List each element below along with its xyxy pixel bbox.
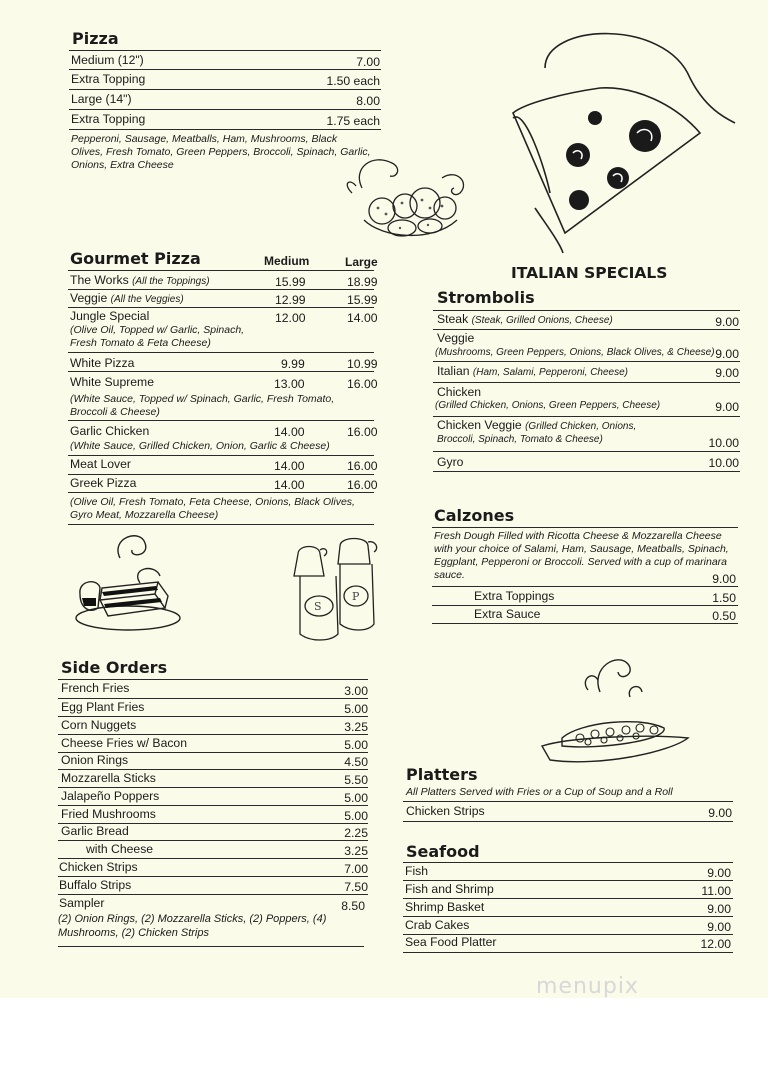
side-item-price: 5.00 bbox=[344, 738, 368, 752]
stromboli-item bbox=[437, 418, 636, 432]
price-large: 14.00 bbox=[347, 311, 378, 325]
pizza-item-name: Extra Topping bbox=[71, 112, 146, 126]
stromboli-item-name: Steak bbox=[437, 312, 469, 326]
pizza-title: Pizza bbox=[72, 29, 119, 48]
side-item-name: French Fries bbox=[61, 681, 130, 695]
gourmet-item-name: White Pizza bbox=[70, 356, 135, 370]
side-item-price: 2.25 bbox=[344, 826, 368, 840]
side-item-name: Corn Nuggets bbox=[61, 718, 137, 732]
price-medium: 12.00 bbox=[275, 311, 306, 325]
stromboli-item-price: 9.00 bbox=[715, 315, 739, 329]
stromboli-item-price: 10.00 bbox=[708, 456, 739, 470]
stromboli-item-note: (Steak, Grilled Onions, Cheese) bbox=[471, 315, 613, 326]
gourmet-item-name: White Supreme bbox=[70, 375, 154, 389]
price-large: 16.00 bbox=[347, 459, 378, 473]
seafood-item-price: 11.00 bbox=[701, 884, 731, 898]
pizza-slice-icon bbox=[505, 8, 745, 260]
price-large: 10.99 bbox=[347, 357, 378, 371]
side-item-price: 3.25 bbox=[344, 720, 368, 734]
stromboli-item-price: 9.00 bbox=[715, 366, 739, 380]
platters-desc: All Platters Served with Fries or a Cup of Soup and a Roll bbox=[406, 786, 673, 798]
side-item-price: 3.25 bbox=[344, 844, 368, 858]
stromboli-item-name: Veggie bbox=[437, 331, 475, 345]
side-item-name: Sampler bbox=[59, 896, 105, 910]
price-medium: 9.99 bbox=[281, 357, 305, 371]
lasagna-icon bbox=[70, 528, 185, 636]
gourmet-item-name: Greek Pizza bbox=[70, 476, 137, 490]
gourmet-item-note: (All the Veggies) bbox=[110, 294, 184, 305]
gourmet-item bbox=[70, 291, 184, 305]
page-bottom-margin bbox=[0, 998, 768, 1069]
stromboli-item-name: Italian bbox=[437, 364, 470, 378]
column-large: Large bbox=[345, 255, 378, 269]
price-medium: 14.00 bbox=[274, 478, 305, 492]
side-item-price: 5.00 bbox=[344, 809, 368, 823]
stromboli-item-price: 9.00 bbox=[715, 400, 739, 414]
platter-item-price: 9.00 bbox=[708, 806, 732, 820]
meatballs-icon bbox=[342, 148, 472, 248]
gourmet-item-desc: (White Sauce, Grilled Chicken, Onion, Garlic & Cheese) bbox=[70, 440, 330, 452]
calzone-extra-price: 0.50 bbox=[712, 609, 736, 623]
gourmet-item-desc: (White Sauce, Topped w/ Spinach, Garlic, Fresh Tomato, Broccoli & Cheese) bbox=[70, 393, 335, 418]
side-item-name: Garlic Bread bbox=[61, 824, 129, 838]
calzone-extra-name: Extra Sauce bbox=[474, 607, 541, 621]
seafood-item-name: Shrimp Basket bbox=[405, 900, 485, 914]
side-item-price: 5.00 bbox=[344, 791, 368, 805]
stromboli-item-name: Chicken Veggie bbox=[437, 418, 522, 432]
svg-text:P: P bbox=[352, 590, 360, 603]
price-medium: 13.00 bbox=[274, 377, 305, 391]
seafood-item-name: Crab Cakes bbox=[405, 918, 470, 932]
side-item-price: 7.00 bbox=[344, 862, 368, 876]
price-medium: 14.00 bbox=[274, 425, 305, 439]
gourmet-item-name: The Works bbox=[70, 273, 129, 287]
price-medium: 12.99 bbox=[275, 293, 306, 307]
gourmet-item-note: (All the Toppings) bbox=[132, 276, 210, 287]
salt-pepper-icon bbox=[290, 534, 402, 646]
pizza-item-price: 7.00 bbox=[356, 55, 380, 69]
watermark-text: menupix bbox=[536, 974, 639, 999]
platters-title: Platters bbox=[406, 765, 478, 784]
side-item-name: Cheese Fries w/ Bacon bbox=[61, 736, 187, 750]
side-item-price: 5.00 bbox=[344, 702, 368, 716]
stromboli-item-price: 9.00 bbox=[715, 347, 739, 361]
seafood-item-price: 9.00 bbox=[707, 920, 731, 934]
side-item-name: Fried Mushrooms bbox=[61, 807, 156, 821]
side-item-name: Jalapeño Poppers bbox=[61, 789, 160, 803]
stromboli-item-name: Chicken bbox=[437, 385, 482, 399]
stromboli-item-note-continued: Broccoli, Spinach, Tomato & Cheese) bbox=[437, 434, 603, 445]
gourmet-title: Gourmet Pizza bbox=[70, 249, 201, 268]
stromboli-item-note: (Grilled Chicken, Onions, Green Peppers, Cheese) bbox=[435, 400, 661, 411]
seafood-item-name: Sea Food Platter bbox=[405, 935, 497, 949]
sampler-desc: (2) Onion Rings, (2) Mozzarella Sticks, (2) Poppers, (4) Mushrooms, (2) Chicken Strips bbox=[58, 913, 327, 939]
stromboli-item-note: (Mushrooms, Green Peppers, Onions, Black Olives, & Cheese) bbox=[435, 347, 715, 358]
seafood-item-price: 9.00 bbox=[707, 866, 731, 880]
side-item-name: Egg Plant Fries bbox=[61, 700, 145, 714]
price-large: 16.00 bbox=[347, 377, 378, 391]
side-item-name: Onion Rings bbox=[61, 753, 129, 767]
seafood-title: Seafood bbox=[406, 842, 480, 861]
pizza-item-name: Large (14") bbox=[71, 92, 132, 106]
pizza-item-name: Extra Topping bbox=[71, 72, 146, 86]
gourmet-item-name: Meat Lover bbox=[70, 457, 131, 471]
side-item-price: 3.00 bbox=[344, 684, 368, 698]
strombolis-title: Strombolis bbox=[437, 288, 535, 307]
pizza-item-price: 1.75 each bbox=[326, 114, 380, 128]
calzones-desc: Fresh Dough Filled with Ricotta Cheese & Mozzarella Cheese with your choice of Salami, Ham, Sausage, Meatballs, Spinach, Eggplant, Pepperoni or Broccoli. Served with a cup of marinara sauce. bbox=[434, 530, 729, 581]
pizza-item-price: 1.50 each bbox=[326, 74, 380, 88]
gourmet-item-name: Garlic Chicken bbox=[70, 424, 150, 438]
price-large: 16.00 bbox=[347, 478, 378, 492]
seafood-item-name: Fish bbox=[405, 864, 429, 878]
calzone-price: 9.00 bbox=[712, 572, 736, 586]
calzone-extra-price: 1.50 bbox=[712, 591, 736, 605]
seafood-item-price: 9.00 bbox=[707, 902, 731, 916]
seafood-item-name: Fish and Shrimp bbox=[405, 882, 494, 896]
calzone-plate-icon bbox=[540, 642, 692, 782]
calzones-title: Calzones bbox=[434, 506, 515, 525]
price-large: 15.99 bbox=[347, 293, 378, 307]
stromboli-item bbox=[437, 364, 628, 378]
price-large: 18.99 bbox=[347, 275, 378, 289]
stromboli-item-price: 10.00 bbox=[708, 436, 739, 450]
pizza-item-price: 8.00 bbox=[356, 94, 380, 108]
svg-text:S: S bbox=[314, 600, 322, 613]
side-item-price: 5.50 bbox=[344, 773, 368, 787]
price-medium: 14.00 bbox=[274, 459, 305, 473]
gourmet-item bbox=[70, 273, 210, 287]
platter-item-name: Chicken Strips bbox=[406, 804, 485, 818]
side-orders-title: Side Orders bbox=[61, 658, 168, 677]
side-item-name: Chicken Strips bbox=[59, 860, 138, 874]
pizza-toppings-list: Pepperoni, Sausage, Meatballs, Ham, Mushrooms, Black Olives, Fresh Tomato, Green Peppers, Broccoli, Spinach, Garlic, Onions, Extra Cheese bbox=[71, 133, 371, 171]
side-item-price: 4.50 bbox=[344, 755, 368, 769]
column-medium: Medium bbox=[264, 254, 310, 268]
seafood-item-price: 12.00 bbox=[700, 937, 731, 951]
stromboli-item-note: (Grilled Chicken, Onions, bbox=[525, 421, 637, 432]
gourmet-item-desc: (Olive Oil, Topped w/ Garlic, Spinach, Fresh Tomato & Feta Cheese) bbox=[70, 324, 245, 349]
italian-specials-heading: ITALIAN SPECIALS bbox=[511, 264, 668, 282]
stromboli-item bbox=[437, 312, 613, 326]
calzone-extra-name: Extra Toppings bbox=[474, 589, 555, 603]
gourmet-item-desc: (Olive Oil, Fresh Tomato, Feta Cheese, Onions, Black Olives, Gyro Meat, Mozzarella Cheese) bbox=[70, 496, 355, 521]
gourmet-item-name: Jungle Special bbox=[70, 309, 150, 323]
gourmet-item-name: Veggie bbox=[70, 291, 108, 305]
stromboli-item-note: (Ham, Salami, Pepperoni, Cheese) bbox=[472, 367, 628, 378]
side-item-price: 7.50 bbox=[344, 880, 368, 894]
side-item-name: Buffalo Strips bbox=[59, 878, 132, 892]
price-large: 16.00 bbox=[347, 425, 378, 439]
stromboli-item-name: Gyro bbox=[437, 455, 464, 469]
price-medium: 15.99 bbox=[275, 275, 306, 289]
side-item-name: with Cheese bbox=[86, 842, 154, 856]
side-item-price: 8.50 bbox=[341, 899, 365, 913]
pizza-item-name: Medium (12") bbox=[71, 53, 144, 67]
side-item-name: Mozzarella Sticks bbox=[61, 771, 156, 785]
